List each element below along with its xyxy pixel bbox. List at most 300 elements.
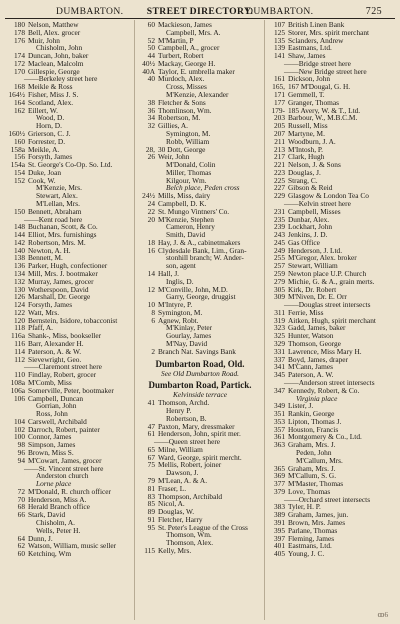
directory-entry-continuation: M'Callum, Mrs. xyxy=(296,455,343,465)
street-number: 28, xyxy=(145,144,155,154)
street-number: 245 xyxy=(273,237,285,247)
entry-name: Watt, Mrs. xyxy=(28,307,60,317)
street-number: 235 xyxy=(273,214,285,224)
entry-name: Gas Office xyxy=(288,237,320,247)
header-right: DUMBARTON. xyxy=(246,6,314,17)
entry-name: M'Master, Thomas xyxy=(288,479,344,489)
street-number: 106 xyxy=(13,393,25,403)
street-number: 125 xyxy=(273,27,285,37)
directory-entry xyxy=(6,247,133,255)
street-number: 168 xyxy=(13,82,25,92)
directory-entry-continuation: stonhill branch; W. Ander- xyxy=(166,253,244,263)
street-number: 108a xyxy=(10,377,25,387)
directory-entry xyxy=(136,114,264,122)
entry-name: Barr, Alexander H. xyxy=(28,339,84,349)
street-number: 391 xyxy=(273,518,285,527)
directory-entry xyxy=(136,500,264,508)
street-number: 2 xyxy=(151,346,155,356)
entry-name: Woodburn, J. A. xyxy=(288,136,336,146)
street-number: 106a xyxy=(10,385,25,395)
street-number: 161 xyxy=(273,74,285,84)
entry-name: Campbell, Duncan xyxy=(28,393,84,403)
entry-name: Lockhart, John xyxy=(288,222,333,232)
entry-name: Forrester, D. xyxy=(28,136,66,146)
directory-entry-continuation: Robb, William xyxy=(166,136,210,146)
directory-entry xyxy=(6,107,133,115)
street-number: 243 xyxy=(273,230,285,240)
street-number: 217 xyxy=(273,152,285,162)
street-number: 50 xyxy=(147,43,155,53)
entry-name: Bennett, M. xyxy=(28,253,63,263)
directory-entry-continuation: M'Donald, Colin xyxy=(166,160,216,170)
directory-entry-continuation: son, agent xyxy=(166,261,196,271)
entry-name: Sclanders, Andrew xyxy=(288,35,344,45)
entry-name: Kirk, Dr. Robert xyxy=(288,284,337,294)
entry-name: Fisher, Miss J. S. xyxy=(28,90,79,100)
directory-entry xyxy=(266,542,394,550)
street-number: 174 xyxy=(13,51,25,61)
entry-name: Duncan, John, baker xyxy=(28,51,89,61)
street-number: 164½ xyxy=(8,90,25,100)
entry-name: M'Niven, Dr. E. Orr xyxy=(288,292,347,302)
street-number: 38 xyxy=(147,97,155,107)
entry-name: Boyd, James, draper xyxy=(288,354,348,364)
street-number: 75 xyxy=(147,460,155,470)
street-number: 357 xyxy=(273,424,285,434)
street-number: 8 xyxy=(151,307,155,317)
street-number: 158a xyxy=(10,144,25,154)
street-number: 171 xyxy=(273,90,285,100)
directory-entry-continuation: Kilgour, Wm. xyxy=(166,175,207,185)
entry-name: Gemmell, T. xyxy=(288,90,325,100)
entry-name: Douglas, J. xyxy=(288,167,321,177)
cross-street-note: ——Berkeley street here xyxy=(24,74,98,84)
entry-name: Lipton, Thomas J. xyxy=(288,416,342,426)
entry-name: St. Mungo Vintners' Co. xyxy=(158,206,230,216)
street-number: 319 xyxy=(273,315,285,325)
entry-name: Hunter, Watson xyxy=(288,331,334,341)
directory-entry-continuation: Chisholm, John xyxy=(36,43,83,53)
entry-name: Lister, J. xyxy=(288,401,314,411)
directory-entry xyxy=(136,461,264,469)
entry-name: Fletcher, Harry xyxy=(158,514,203,524)
street-number: 154 xyxy=(13,167,25,177)
directory-entry-continuation: Symington, M. xyxy=(166,128,211,138)
directory-entry xyxy=(136,146,264,154)
street-number: 98 xyxy=(17,440,25,450)
entry-name: Dickson, John xyxy=(288,74,331,84)
entry-name: M'Callum, S. G. xyxy=(288,471,337,481)
street-number: 41 xyxy=(147,398,155,408)
street-number: 160 xyxy=(13,136,25,146)
page-number: 725 xyxy=(365,6,382,17)
entry-name: Gillespie, George xyxy=(28,66,80,76)
entry-name: Scotland, Alex. xyxy=(28,97,74,107)
directory-entry-continuation: Peden, John xyxy=(296,447,332,457)
entry-name: Tyler, H. P. xyxy=(288,502,321,512)
directory-entry-continuation: Stewart, Alex. xyxy=(36,191,78,201)
street-number: 249 xyxy=(273,245,285,255)
running-header xyxy=(8,5,392,18)
entry-name: Agnew, Robt. xyxy=(158,315,199,325)
entry-name: M'Lean, A. & A. xyxy=(158,475,208,485)
street-number: 95 xyxy=(147,522,155,532)
entry-name: Brown, Miss S. xyxy=(28,447,74,457)
directory-entry xyxy=(266,161,394,169)
entry-name: 30 Dott, George xyxy=(158,144,206,154)
street-heading: Dumbarton Road, Old. xyxy=(155,358,245,369)
street-number: 353 xyxy=(273,416,285,426)
directory-entry xyxy=(136,477,264,485)
entry-name: Stewart, William xyxy=(288,261,338,271)
street-number: 67 xyxy=(147,452,155,462)
directory-entry xyxy=(6,301,133,309)
street-number: 205 xyxy=(273,121,285,131)
entry-name: 167 M'Dougal, G. H. xyxy=(288,82,351,92)
directory-entry-continuation: Campbell, Mrs. A. xyxy=(166,27,221,37)
entry-name: Fletcher & Sons xyxy=(158,97,206,107)
street-number: 20 xyxy=(147,214,155,224)
street-number: 325 xyxy=(273,331,285,341)
directory-entry xyxy=(6,503,133,511)
street-number: 379 xyxy=(273,486,285,496)
entry-name: Bernstein, Isidore, tobacconist xyxy=(28,315,118,325)
entry-name: Graham, James, jun. xyxy=(288,510,349,520)
street-number: 144 xyxy=(13,230,25,240)
entry-name: Henderson, John, spirit mer. xyxy=(158,429,241,439)
street-number: 305 xyxy=(273,284,285,294)
street-number: 170 xyxy=(13,66,25,76)
entry-name: Branch Nat. Savings Bank xyxy=(158,346,236,356)
directory-entry xyxy=(266,223,394,231)
entry-name: Symington, M. xyxy=(158,307,203,317)
street-number: 345 xyxy=(273,370,285,380)
street-number: 223 xyxy=(273,167,285,177)
entry-name: M'Intyre, P. xyxy=(158,300,193,310)
entry-name: Maclean, Malcolm xyxy=(28,58,84,68)
column-divider xyxy=(134,20,135,620)
street-number: 107 xyxy=(273,21,285,29)
entry-name: Shank-, Miss, bookseller xyxy=(28,331,102,341)
entry-name: Mills, Miss, dairy xyxy=(158,191,211,201)
street-subheading: See Old Dumbarton Road. xyxy=(161,368,239,378)
street-subheading: Kelvinside terrace xyxy=(172,390,228,400)
entry-name: Dunbar, Alex. xyxy=(288,214,330,224)
entry-name: Ward, George, spirit mercht. xyxy=(158,452,242,462)
entry-name: Thomlinson, Wm. xyxy=(158,105,212,115)
street-number: 66 xyxy=(17,510,25,520)
street-number: 6 xyxy=(151,315,155,325)
place-subheading: Lorne place xyxy=(36,479,72,489)
directory-entry xyxy=(266,122,394,130)
entry-name: Hay, J. & A., cabinetmakers xyxy=(158,237,241,247)
directory-entry xyxy=(266,550,394,558)
street-number: 40 xyxy=(147,74,155,84)
entry-name: Henderson, J. Ltd. xyxy=(288,245,343,255)
directory-entry xyxy=(6,99,133,107)
street-number: 162 xyxy=(13,105,25,115)
street-number: 85 xyxy=(147,499,155,509)
street-number: 395 xyxy=(273,525,285,535)
street-number: 60 xyxy=(17,549,25,559)
entry-name: Darroch, Robert, painter xyxy=(28,424,100,434)
directory-entry-continuation: M'Kenzie, Alexander xyxy=(166,90,229,100)
entry-name: Graham, Mrs. J. xyxy=(288,463,336,473)
entry-name: Kennedy, Robert, & Co. xyxy=(288,385,360,395)
entry-name: Parlane, Thomas xyxy=(288,525,338,535)
directory-entry-continuation: Anderston church xyxy=(36,471,89,481)
street-number: 130 xyxy=(13,284,25,294)
entry-name: Michie, G. & A., grain merts. xyxy=(288,276,375,286)
street-number: 68 xyxy=(17,502,25,512)
directory-entry-continuation: Wells, Peter H. xyxy=(36,525,81,535)
entry-name: Nelson, J. & Sons xyxy=(288,160,341,170)
entry-name: Buchanan, Scott, & Co. xyxy=(28,222,98,232)
street-number: 94 xyxy=(17,455,25,465)
entry-name: Montgomery & Co., Ltd. xyxy=(288,432,362,442)
street-number: 279 xyxy=(273,276,285,286)
entry-name: Robertson, M. xyxy=(158,113,201,123)
entry-name: Lawrence, Miss Mary H. xyxy=(288,346,362,356)
street-number: 102 xyxy=(13,424,25,434)
directory-entry xyxy=(6,550,133,558)
street-number: 47 xyxy=(147,421,155,431)
cross-street-note: ——Kent road here xyxy=(24,214,83,224)
header-title: STREET DIRECTORY. xyxy=(146,6,254,17)
entry-name: Paterson, A. W. xyxy=(288,370,334,380)
entry-name: Thomson, George xyxy=(288,339,341,349)
directory-entry-continuation: Henry P. xyxy=(166,405,192,415)
cross-street-note: ——Anderson street intersects xyxy=(284,377,375,387)
entry-name: Murdoch, Alex. xyxy=(158,74,205,84)
street-number: 138 xyxy=(13,253,25,263)
street-number: 89 xyxy=(147,507,155,517)
entry-name: Ferrie, Miss xyxy=(288,307,324,317)
entry-name: Milne, William xyxy=(158,444,203,454)
street-number: 24 xyxy=(147,198,155,208)
directory-entry-continuation: M'Kinlay, Peter xyxy=(166,323,213,333)
street-number: 154a xyxy=(10,160,25,170)
entry-name: Sievewright, Geo. xyxy=(28,354,82,364)
street-number: 257 xyxy=(273,261,285,271)
entry-name: Simpson, James xyxy=(28,440,76,450)
street-number: 62 xyxy=(17,541,25,551)
street-number: 120 xyxy=(13,315,25,325)
directory-entry-continuation: Wood, D. xyxy=(36,113,65,123)
street-number: 177 xyxy=(273,97,285,107)
street-number: 100 xyxy=(13,432,25,442)
directory-entry-continuation: Thomson, Alex. xyxy=(166,538,214,548)
header-rule xyxy=(5,18,395,19)
street-number: 349 xyxy=(273,401,285,411)
street-number: 148 xyxy=(13,222,25,232)
entry-name: Muir, John xyxy=(28,35,60,45)
entry-name: Paterson, A. & W. xyxy=(28,346,82,356)
street-number: 259 xyxy=(273,269,285,278)
street-number: 229 xyxy=(273,191,285,201)
entry-name: Meikle, A. xyxy=(28,144,60,154)
street-number: 150 xyxy=(13,206,25,216)
street-number: 26 xyxy=(147,152,155,162)
street-number: 12 xyxy=(147,284,155,294)
entry-name: M'Martin, P xyxy=(158,35,194,45)
entry-name: Dunn, J. xyxy=(28,533,53,543)
street-number: 136 xyxy=(13,261,25,271)
cross-street-note: ——Bridge street here xyxy=(284,58,351,68)
street-number: 401 xyxy=(273,541,285,551)
street-number: 239 xyxy=(273,222,285,232)
entry-name: Elliot, Mrs. furnishings xyxy=(28,230,97,240)
entry-name: Young, J. C. xyxy=(288,549,325,559)
entry-name: Herald Branch office xyxy=(28,502,90,512)
street-number: 309 xyxy=(273,292,285,302)
entry-name: Shaw, James xyxy=(288,51,326,61)
entry-name: Ketchinq, Wm xyxy=(28,549,72,559)
entry-name: Stark, David xyxy=(28,510,66,520)
street-number: 91 xyxy=(147,514,155,524)
entry-name: Fraser, L. xyxy=(158,483,187,493)
directory-entry xyxy=(6,138,133,146)
entry-name: Rankin, George xyxy=(288,409,335,419)
street-number: 337 xyxy=(273,354,285,364)
entry-name: Findlay, Robert, grocer xyxy=(28,370,97,380)
entry-name: Pfaff, A. xyxy=(28,323,53,333)
street-number: 44 xyxy=(147,51,155,61)
street-number: 81 xyxy=(147,483,155,493)
directory-entry-continuation: Thomson, Wm. xyxy=(166,530,212,540)
street-number: 377 xyxy=(273,479,285,489)
street-number: 347 xyxy=(273,385,285,395)
street-number: 114 xyxy=(14,346,25,356)
entry-name: Hall, J. xyxy=(158,269,180,278)
entry-name: Kelly, Mrs. xyxy=(158,546,192,555)
entry-name: Newton place U.P. Church xyxy=(288,269,367,278)
entry-name: Graham, Mrs. J. xyxy=(288,440,336,450)
street-number: 116a xyxy=(10,331,25,341)
entry-name: Robertson, Mrs. M. xyxy=(28,237,86,247)
directory-entry xyxy=(266,146,394,154)
entry-name: St. Peter's League of the Cross xyxy=(158,522,248,532)
directory-entry-continuation: Garry, George, druggist xyxy=(166,292,236,302)
street-number: 142 xyxy=(13,237,25,247)
street-number: 10 xyxy=(147,300,155,310)
directory-entry xyxy=(266,169,394,177)
cross-street-note: ——Orchard street intersects xyxy=(284,494,371,504)
street-number: 405 xyxy=(273,549,285,559)
entry-name: Watson, William, music seller xyxy=(28,541,117,551)
street-number: 22 xyxy=(147,206,155,216)
street-number: 172 xyxy=(13,58,25,68)
street-number: 227 xyxy=(273,183,285,193)
directory-entry-continuation: Cameron, Henry xyxy=(166,222,215,232)
street-number: 24½ xyxy=(142,191,155,201)
directory-entry-continuation: Gourlay, James xyxy=(166,331,212,341)
directory-entry-continuation: Smith, David xyxy=(166,230,206,240)
entry-name: Nicol, A. xyxy=(158,499,185,509)
entry-name: 185 Avery, W. & T., Ltd. xyxy=(288,105,361,115)
street-number: 32 xyxy=(147,121,155,131)
place-subheading: Virginia place xyxy=(296,393,338,403)
entry-name: Parker, Hugh, confectioner xyxy=(28,261,108,271)
entry-name: Mackay, George H. xyxy=(158,58,216,68)
entry-name: Murray, James, grocer xyxy=(28,276,94,286)
street-number: 140 xyxy=(13,245,25,255)
street-number: 72 xyxy=(17,486,25,496)
street-number: 165, xyxy=(272,82,285,92)
cross-street-note: ——Douglas street intersects xyxy=(284,300,371,310)
entry-name: British Linen Bank xyxy=(288,21,345,29)
directory-entry xyxy=(266,138,394,146)
street-number: 122 xyxy=(13,307,25,317)
entry-name: Grierson, C. J. xyxy=(28,128,71,138)
street-number: 179- xyxy=(271,105,285,115)
directory-entry xyxy=(136,348,264,356)
street-number: 40½ xyxy=(142,58,155,68)
entry-name: Carswell, Archibald xyxy=(28,416,87,426)
entry-name: Forsyth, James xyxy=(28,300,73,310)
street-number: 135 xyxy=(273,35,285,45)
entry-name: Cook, W. xyxy=(28,175,56,185)
street-number: 164 xyxy=(13,97,25,107)
street-number: 14 xyxy=(147,269,155,278)
street-number: 104 xyxy=(13,416,25,426)
street-number: 389 xyxy=(273,510,285,520)
directory-entry xyxy=(266,114,394,122)
entry-name: M'Intosh, P. xyxy=(288,144,323,154)
street-number: 231 xyxy=(273,206,285,216)
street-number: 365 xyxy=(273,463,285,473)
street-number: 383 xyxy=(273,502,285,512)
entry-name: M'Conville, John, M.D. xyxy=(158,284,228,294)
street-number: 132 xyxy=(13,276,25,286)
entry-name: Duke, Joan xyxy=(28,167,62,177)
entry-name: Barbour, W., M.B.C.M. xyxy=(288,113,358,123)
entry-name: Gadd, James, baker xyxy=(288,323,346,333)
street-number: 211 xyxy=(274,136,285,146)
cross-street-note: ——St. Vincent street here xyxy=(24,463,104,473)
street-number: 361 xyxy=(273,432,285,442)
header-left: DUMBARTON. xyxy=(56,6,124,17)
street-number: 124 xyxy=(13,300,25,310)
directory-column-3 xyxy=(266,21,394,619)
directory-entry xyxy=(136,493,264,501)
street-number: 64 xyxy=(17,533,25,543)
street-number: 331 xyxy=(273,346,285,356)
directory-entry-continuation: M'Nay, David xyxy=(166,339,208,349)
directory-entry-continuation: Cross, Misses xyxy=(166,82,207,92)
street-number: 116 xyxy=(14,339,25,349)
entry-name: Weir, John xyxy=(158,152,190,162)
directory-entry-continuation: Robertson, B. xyxy=(166,413,207,423)
directory-entry xyxy=(266,208,394,216)
entry-name: Marshall, Dr. George xyxy=(28,292,91,302)
entry-name: M'Kenzie, Stephen xyxy=(158,214,214,224)
entry-name: Houston, Francis xyxy=(288,424,339,434)
entry-name: Storer, Mrs. spirit merchant xyxy=(288,27,370,37)
street-number: 341 xyxy=(273,362,285,372)
street-number: 83 xyxy=(147,491,155,501)
cross-street-note: ——New Bridge street here xyxy=(284,66,367,76)
street-number: 160½ xyxy=(8,128,25,138)
entry-name: St. George's Co-Op. So. Ltd. xyxy=(28,160,113,170)
entry-name: Gibson & Reid xyxy=(288,183,333,193)
street-number: 369 xyxy=(273,471,285,481)
directory-entry xyxy=(6,161,133,169)
entry-name: M'Comb, Miss xyxy=(28,377,72,387)
directory-entry xyxy=(266,44,394,52)
entry-name: Meikle & Ross xyxy=(28,82,73,92)
directory-entry xyxy=(6,29,133,37)
